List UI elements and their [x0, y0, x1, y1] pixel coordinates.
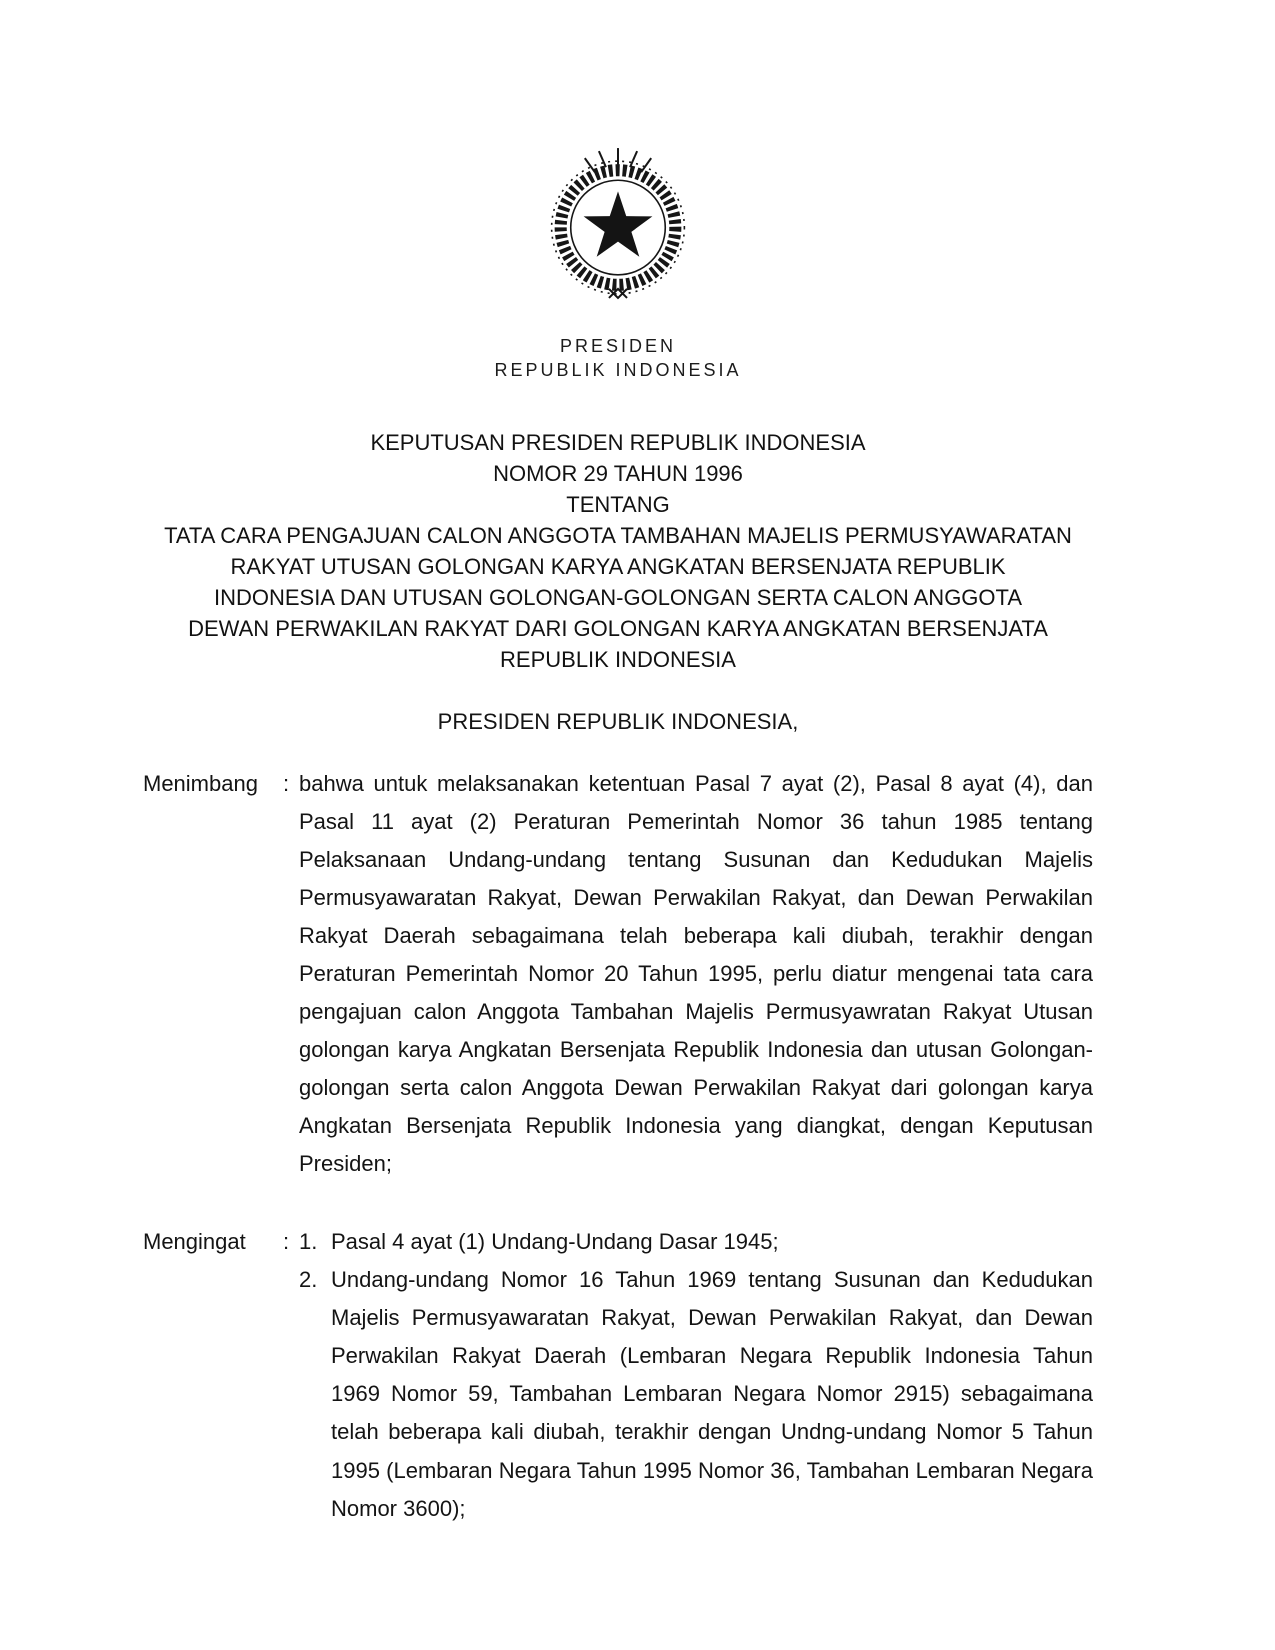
letterhead-line-republik: REPUBLIK INDONESIA: [494, 360, 742, 381]
letterhead-line-presiden: PRESIDEN: [559, 336, 677, 356]
menimbang-label: Menimbang: [143, 770, 258, 796]
menimbang-section: [143, 765, 1093, 1184]
mengingat-item-2-number: 2.: [299, 1267, 318, 1293]
title-line-1: KEPUTUSAN PRESIDEN REPUBLIK INDONESIA: [370, 429, 866, 455]
mengingat-label: Mengingat: [143, 1229, 246, 1255]
title-line-6: INDONESIA DAN UTUSAN GOLONGAN-GOLONGAN SERTA CALON ANGGOTA: [213, 584, 1023, 610]
mengingat-item-2-text: Undang-undang Nomor 16 Tahun 1969 tentang Susunan dan Kedudukan Majelis Permusyawaratan Rakyat, Dewan Perwakilan Rakyat, dan Dewan Perwakilan Rakyat Daerah (Lembaran Negara Republik Indonesia Tahun 1969 Nomor 59, Tambahan Lembaran Negara Nomor 2915) sebagaimana telah beberapa kali diubah, terakhir dengan Undng-undang Nomor 5 Tahun 1995 (Lembaran Negara Tahun 1995 Nomor 36, Tambahan Lembaran Negara Nomor 3600);: [331, 1267, 1093, 1521]
mengingat-list: [299, 1223, 1093, 1527]
menimbang-colon: :: [283, 770, 290, 796]
title-line-7: DEWAN PERWAKILAN RAKYAT DARI GOLONGAN KARYA ANGKATAN BERSENJATA: [188, 615, 1048, 641]
mengingat-item-1-number: 1.: [299, 1229, 318, 1255]
decree-title-block: [143, 427, 1093, 675]
menimbang-text: bahwa untuk melaksanakan ketentuan Pasal 7 ayat (2), Pasal 8 ayat (4), dan Pasal 11 ayat (2) Peraturan Pemerintah Nomor 36 tahun 1985 tentang Pelaksanaan Undang-undang tentang Susunan dan Kedudukan Majelis Permusyawaratan Rakyat, Dewan Perwakilan Rakyat, dan Dewan Perwakilan Rakyat Daerah sebagaimana telah beberapa kali diubah, terakhir dengan Peraturan Pemerintah Nomor 20 Tahun 1995, perlu diatur mengenai tata cara pengajuan calon Anggota Tambahan Majelis Permusyawratan Rakyat Utusan golongan karya Angkatan Bersenjata Republik Indonesia dan utusan Golongan-golongan serta calon Anggota Dewan Perwakilan Rakyat dari golongan karya Angkatan Bersenjata Republik Indonesia yang diangkat, dengan Keputusan Presiden;: [299, 770, 1093, 1177]
seal-star: [584, 191, 653, 256]
mengingat-colon: :: [283, 1229, 290, 1255]
salutation: PRESIDEN REPUBLIK INDONESIA,: [437, 708, 799, 734]
mengingat-item-1: [299, 1223, 1093, 1261]
seal-bottom-ribbon: [609, 289, 627, 298]
title-line-2: NOMOR 29 TAHUN 1996: [493, 460, 743, 486]
emblem-container: [143, 135, 1093, 316]
letterhead: [143, 334, 1093, 383]
title-line-8: REPUBLIK INDONESIA: [500, 646, 736, 672]
title-line-4: TATA CARA PENGAJUAN CALON ANGGOTA TAMBAHAN MAJELIS PERMUSYAWARATAN: [164, 522, 1072, 548]
mengingat-section: [143, 1223, 1093, 1527]
presidential-star-wreath-seal-icon: [537, 135, 699, 311]
title-line-3: TENTANG: [566, 491, 670, 517]
mengingat-item-1-text: Pasal 4 ayat (1) Undang-Undang Dasar 1945;: [331, 1229, 779, 1255]
mengingat-item-2: [299, 1261, 1093, 1527]
title-line-5: RAKYAT UTUSAN GOLONGAN KARYA ANGKATAN BERSENJATA REPUBLIK: [230, 553, 1006, 579]
